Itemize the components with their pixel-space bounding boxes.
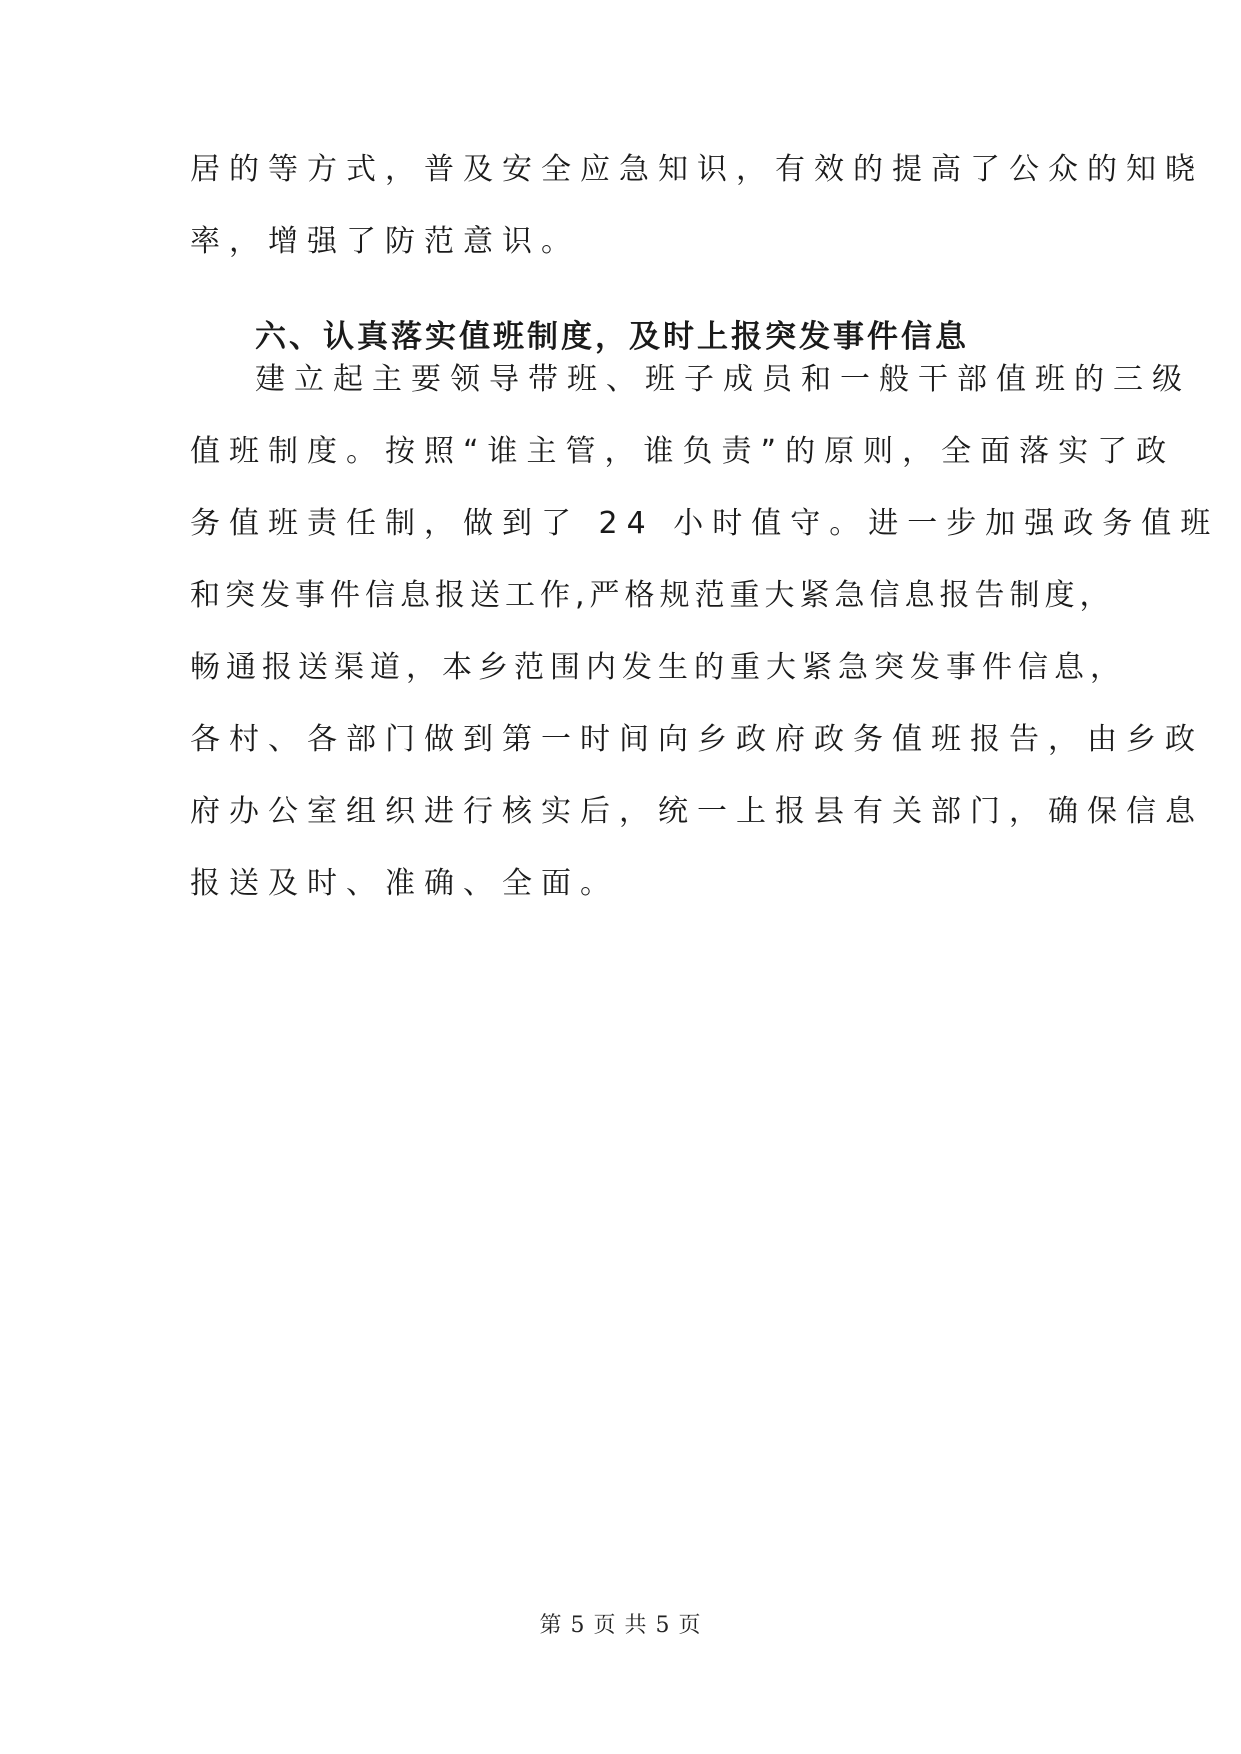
- paragraph-line-indented: 建立起主要领导带班、班子成员和一般干部值班的三级: [255, 362, 1191, 397]
- paragraph-line: 府办公室组织进行核实后，统一上报县有关部门，确保信息: [190, 794, 1204, 829]
- section-heading: 六、认真落实值班制度，及时上报突发事件信息: [255, 319, 969, 355]
- paragraph-line: 居的等方式，普及安全应急知识，有效的提高了公众的知晓: [190, 152, 1204, 187]
- paragraph-line: 畅通报送渠道，本乡范围内发生的重大紧急突发事件信息，: [190, 650, 1126, 685]
- paragraph-line: 率，增强了防范意识。: [190, 224, 580, 259]
- paragraph-line: 务值班责任制，做到了 24 小时值守。进一步加强政务值班: [190, 506, 1220, 541]
- paragraph-line: 值班制度。按照“谁主管，谁负责”的原则，全面落实了政: [190, 434, 1176, 469]
- paragraph-line: 报送及时、准确、全面。: [190, 866, 619, 901]
- page-number-footer: 第 5 页 共 5 页: [539, 1613, 702, 1638]
- paragraph-line: 各村、各部门做到第一时间向乡政府政务值班报告，由乡政: [190, 722, 1204, 757]
- paragraph-line: 和突发事件信息报送工作,严格规范重大紧急信息报告制度，: [190, 578, 1115, 613]
